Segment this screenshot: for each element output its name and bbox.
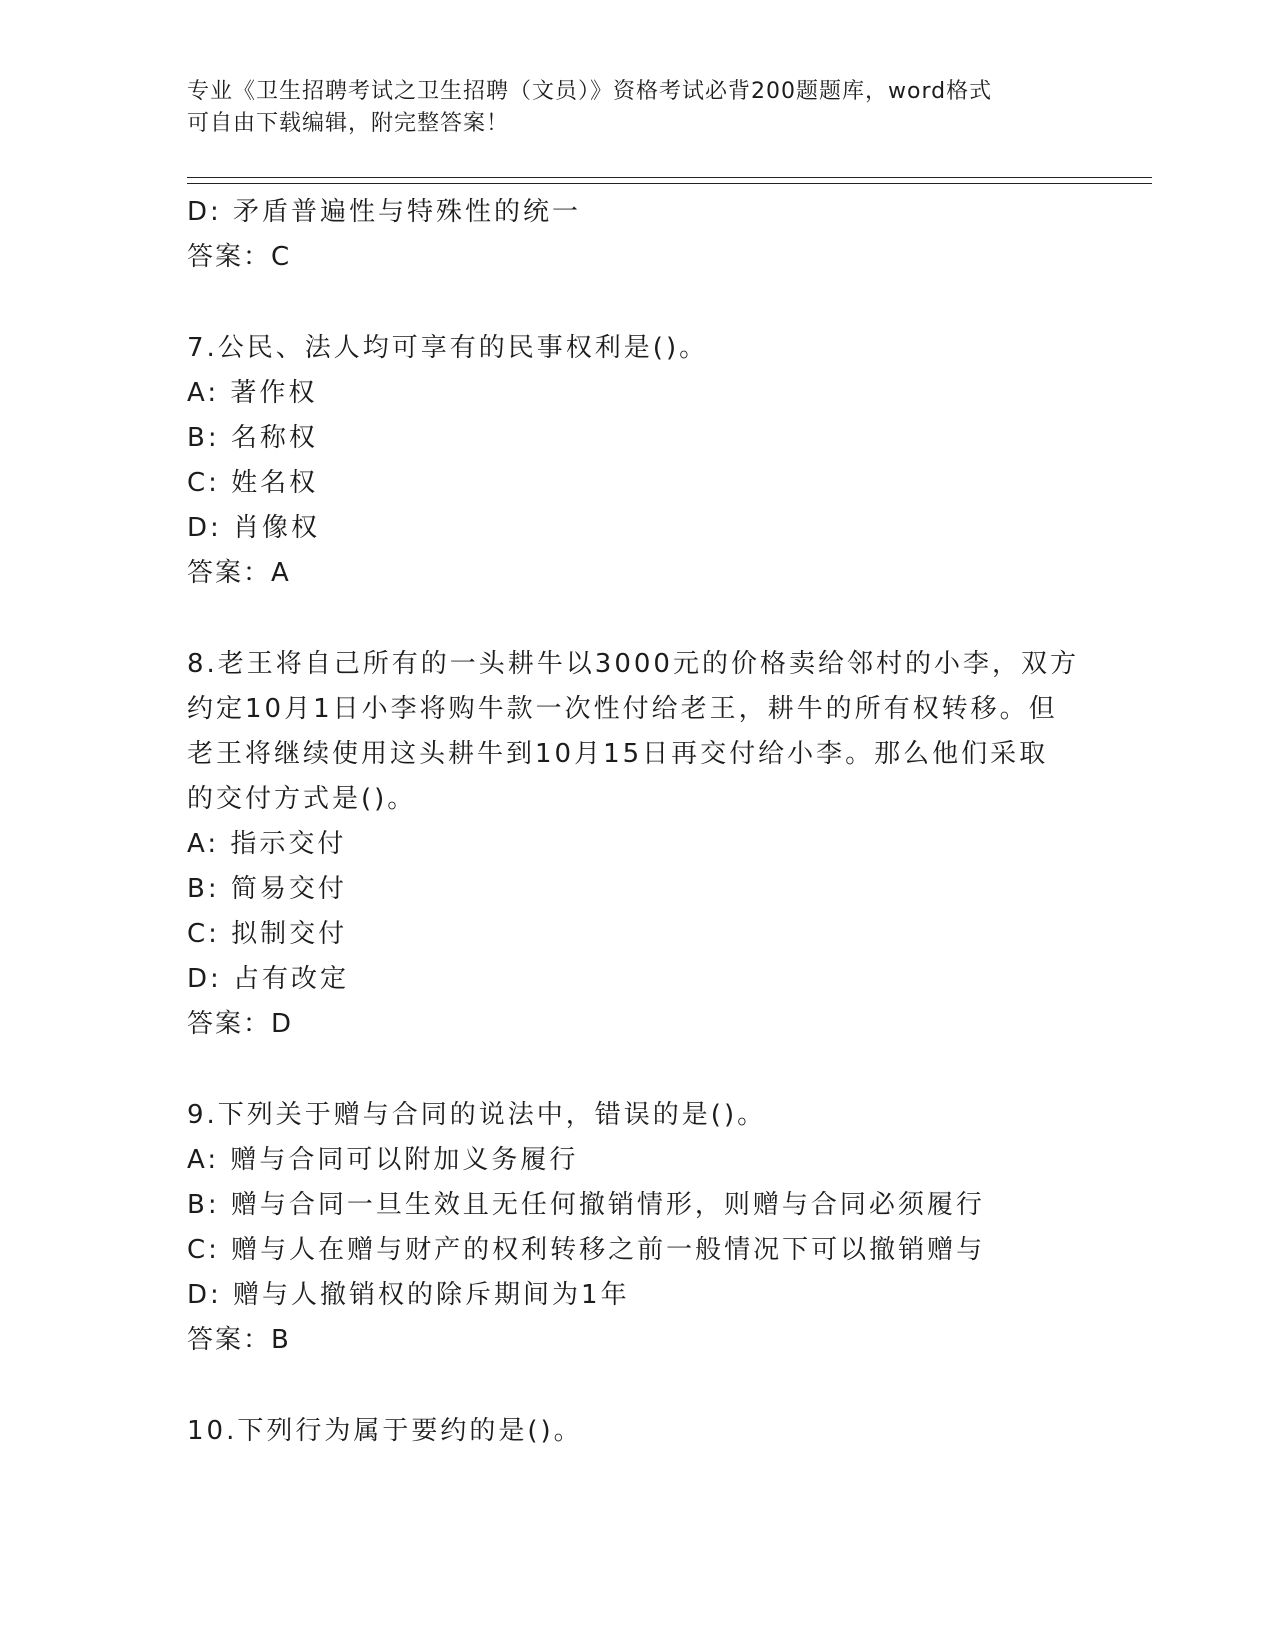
question-content (187, 190, 1087, 1454)
question-8-line-1: 8.老王将自己所有的一头耕牛以3000元的价格卖给邻村的小李，双方 (187, 649, 1079, 679)
option-c: C: 赠与人在赠与财产的权利转移之前一般情况下可以撤销赠与 (187, 1235, 986, 1265)
header-line-2: 可自由下载编辑，附完整答案！ (187, 111, 510, 136)
question-8-line-2: 约定10月1日小李将购牛款一次性付给老王，耕牛的所有权转移。但 (187, 694, 1058, 724)
spacer (187, 596, 1087, 642)
option-b: B: 赠与合同一旦生效且无任何撤销情形，则赠与合同必须履行 (187, 1190, 985, 1220)
answer-line: 答案：C (187, 242, 292, 272)
option-d: D: 占有改定 (187, 964, 350, 994)
option-d: D: 肖像权 (187, 513, 321, 543)
answer-line: 答案：A (187, 558, 291, 588)
question-10: 10.下列行为属于要约的是()。 (187, 1416, 583, 1446)
header-divider-top (187, 177, 1152, 178)
option-d: D: 赠与人撤销权的除斥期间为1年 (187, 1280, 630, 1310)
option-d: D: 矛盾普遍性与特殊性的统一 (187, 197, 582, 227)
option-a: A: 赠与合同可以附加义务履行 (187, 1145, 579, 1175)
option-c: C: 姓名权 (187, 468, 319, 498)
option-b: B: 简易交付 (187, 874, 347, 904)
answer-line: 答案：B (187, 1325, 291, 1355)
answer-line: 答案：D (187, 1009, 294, 1039)
header-line-1: 专业《卫生招聘考试之卫生招聘（文员）》资格考试必背200题题库，word格式 (187, 79, 993, 104)
option-a: A: 著作权 (187, 378, 318, 408)
question-9: 9.下列关于赠与合同的说法中，错误的是()。 (187, 1100, 767, 1130)
option-b: B: 名称权 (187, 423, 318, 453)
header-divider-bottom (187, 183, 1152, 184)
option-a: A: 指示交付 (187, 829, 347, 859)
option-c: C: 拟制交付 (187, 919, 348, 949)
spacer (187, 1363, 1087, 1409)
question-8-line-3: 老王将继续使用这头耕牛到10月15日再交付给小李。那么他们采取 (187, 739, 1049, 769)
spacer (187, 1047, 1087, 1093)
document-header (187, 76, 1067, 140)
question-7: 7.公民、法人均可享有的民事权利是()。 (187, 333, 709, 363)
question-8-line-4: 的交付方式是()。 (187, 784, 417, 814)
spacer (187, 280, 1087, 326)
